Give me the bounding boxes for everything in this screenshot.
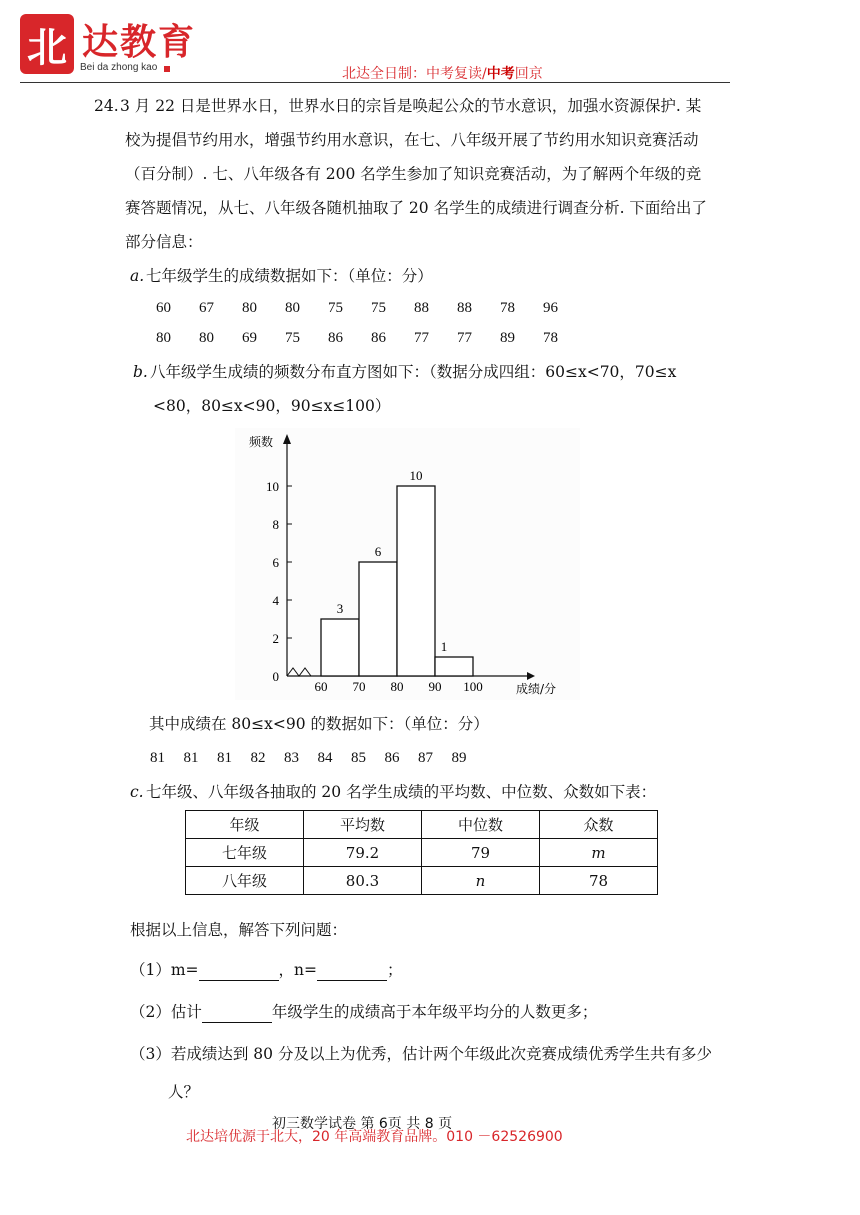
x-tick-label: 70 <box>352 679 366 694</box>
slogan-post: 回京 <box>514 66 543 82</box>
data-value: 80 <box>285 300 300 316</box>
table-cell: 七年级 <box>186 839 304 867</box>
q2-line <box>130 1002 597 1023</box>
stem-line-4: 赛答题情况，从七、八年级各随机抽取了 20 名学生的成绩进行调查分析. 下面给出了 <box>125 199 707 217</box>
data-value: 82 <box>250 750 266 766</box>
data-value: 96 <box>543 300 558 316</box>
table-header: 年级 <box>186 811 304 839</box>
page-footer: 初三数学试卷 第 6页 共 8 页 <box>272 1116 453 1132</box>
y-tick-label: 8 <box>272 517 279 532</box>
table-cell: n <box>422 867 540 895</box>
slogan-pre: 北达全日制：中考复读/ <box>342 66 487 82</box>
x-tick-label: 60 <box>314 679 328 694</box>
q3-line-2: 人？ <box>168 1083 200 1101</box>
part-a-text: 七年级学生的成绩数据如下：（单位：分） <box>146 267 433 285</box>
footer-ad: 北达培优源于北大，20 年高端教育品牌。010 －62526900 <box>186 1129 563 1145</box>
y-tick-label: 4 <box>272 593 279 608</box>
y-tick-label: 10 <box>266 479 279 494</box>
q3-line-1: （3）若成绩达到 80 分及以上为优秀，估计两个年级此次竞赛成绩优秀学生共有多少 <box>130 1045 712 1063</box>
stem-line-1: 3 月 22 日是世界水日，世界水日的宗旨是唤起公众的节水意识，加强水资源保护. 某 <box>120 97 702 115</box>
part-c-label: c. <box>130 783 144 801</box>
data-value: 88 <box>457 300 472 316</box>
stats-table <box>185 810 658 895</box>
data-value: 87 <box>418 750 433 766</box>
stem-line-2: 校为提倡节约用水，增强节约用水意识，在七、八年级开展了节约用水知识竞赛活动 <box>125 131 699 149</box>
sub-note: 其中成绩在 80≤x<90 的数据如下：（单位：分） <box>149 715 489 733</box>
data-value: 77 <box>457 330 472 346</box>
bar-value-label: 6 <box>374 544 382 559</box>
data-value: 80 <box>242 300 257 316</box>
table-cell: 80.3 <box>304 867 422 895</box>
answer-blank-m[interactable] <box>199 960 279 981</box>
logo-subtitle: Bei da zhong kao <box>80 62 158 73</box>
table-header-row <box>186 811 658 839</box>
part-b-line-1: 八年级学生成绩的频数分布直方图如下：（数据分成四组：60≤x<70，70≤x <box>150 363 677 381</box>
data-value: 78 <box>543 330 558 346</box>
stem-line-5: 部分信息： <box>125 233 203 251</box>
q1-suffix: ； <box>387 961 403 979</box>
bar <box>435 657 473 676</box>
q1-mid: ，n= <box>278 961 318 979</box>
data-value: 60 <box>156 300 171 316</box>
data-value: 67 <box>199 300 214 316</box>
data-value: 69 <box>242 330 257 346</box>
y-tick-label: 0 <box>272 669 279 684</box>
data-value: 84 <box>317 750 333 766</box>
part-b-label: b. <box>133 363 148 381</box>
table-header: 中位数 <box>422 811 540 839</box>
x-axis-label: 成绩/分 <box>516 682 557 696</box>
table-cell: 八年级 <box>186 867 304 895</box>
frequency-histogram <box>235 428 580 700</box>
data-value: 81 <box>217 750 232 766</box>
data-value: 75 <box>328 300 343 316</box>
y-tick-label: 6 <box>272 555 279 570</box>
table-cell: 79.2 <box>304 839 422 867</box>
header-slogan <box>342 63 543 83</box>
table-row <box>186 867 658 895</box>
bar <box>321 619 359 676</box>
table-cell: 79 <box>422 839 540 867</box>
data-value: 78 <box>500 300 515 316</box>
y-tick-label: 2 <box>272 631 279 646</box>
table-header: 众数 <box>540 811 658 839</box>
data-value: 86 <box>384 750 400 766</box>
bar <box>397 486 435 676</box>
x-tick-label: 100 <box>463 679 483 694</box>
data-value: 86 <box>328 330 343 346</box>
q1-line <box>130 960 403 981</box>
data-value: 89 <box>500 330 515 346</box>
header-divider <box>20 82 730 83</box>
bar <box>359 562 397 676</box>
data-value: 86 <box>371 330 386 346</box>
table-header: 平均数 <box>304 811 422 839</box>
part-a-label: a. <box>130 267 145 285</box>
table-row <box>186 839 658 867</box>
part-b-line-2: <80，80≤x<90，90≤x≤100） <box>153 397 391 415</box>
y-axis-label: 频数 <box>249 435 274 449</box>
stem-line-3: （百分制）. 七、八年级各有 200 名学生参加了知识竞赛活动，为了解两个年级的竞 <box>125 165 702 183</box>
answer-blank-n[interactable] <box>317 960 387 981</box>
data-value: 77 <box>414 330 429 346</box>
q2-suffix: 年级学生的成绩高于本年级平均分的人数更多； <box>271 1003 598 1021</box>
bar-value-label: 3 <box>336 601 344 616</box>
logo-name: 达教育 <box>82 21 197 63</box>
data-value: 80 <box>199 330 214 346</box>
logo-square-icon <box>164 66 170 72</box>
x-tick-label: 80 <box>390 679 404 694</box>
data-value: 85 <box>351 750 366 766</box>
data-value: 75 <box>371 300 386 316</box>
answer-blank-grade[interactable] <box>202 1002 272 1023</box>
q2-prefix: （2）估计 <box>130 1003 202 1021</box>
question-number: 24. <box>94 97 119 115</box>
data-value: 81 <box>183 750 199 766</box>
data-value: 83 <box>284 750 299 766</box>
data-value: 75 <box>285 330 300 346</box>
x-tick-label: 90 <box>428 679 442 694</box>
bar-value-label: 10 <box>409 468 423 483</box>
slogan-bold: 中考 <box>486 66 515 82</box>
data-value: 81 <box>150 750 165 766</box>
questions-intro: 根据以上信息，解答下列问题： <box>130 921 348 939</box>
q1-prefix: （1）m= <box>130 961 199 979</box>
table-cell: m <box>540 839 658 867</box>
data-value: 89 <box>451 750 467 766</box>
bar-value-label: 1 <box>440 639 448 654</box>
logo-mark: 北 <box>20 14 74 74</box>
data-value: 88 <box>414 300 429 316</box>
data-value: 80 <box>156 330 171 346</box>
part-c-text: 七年级、八年级各抽取的 20 名学生成绩的平均数、中位数、众数如下表： <box>146 783 657 801</box>
table-cell: 78 <box>540 867 658 895</box>
